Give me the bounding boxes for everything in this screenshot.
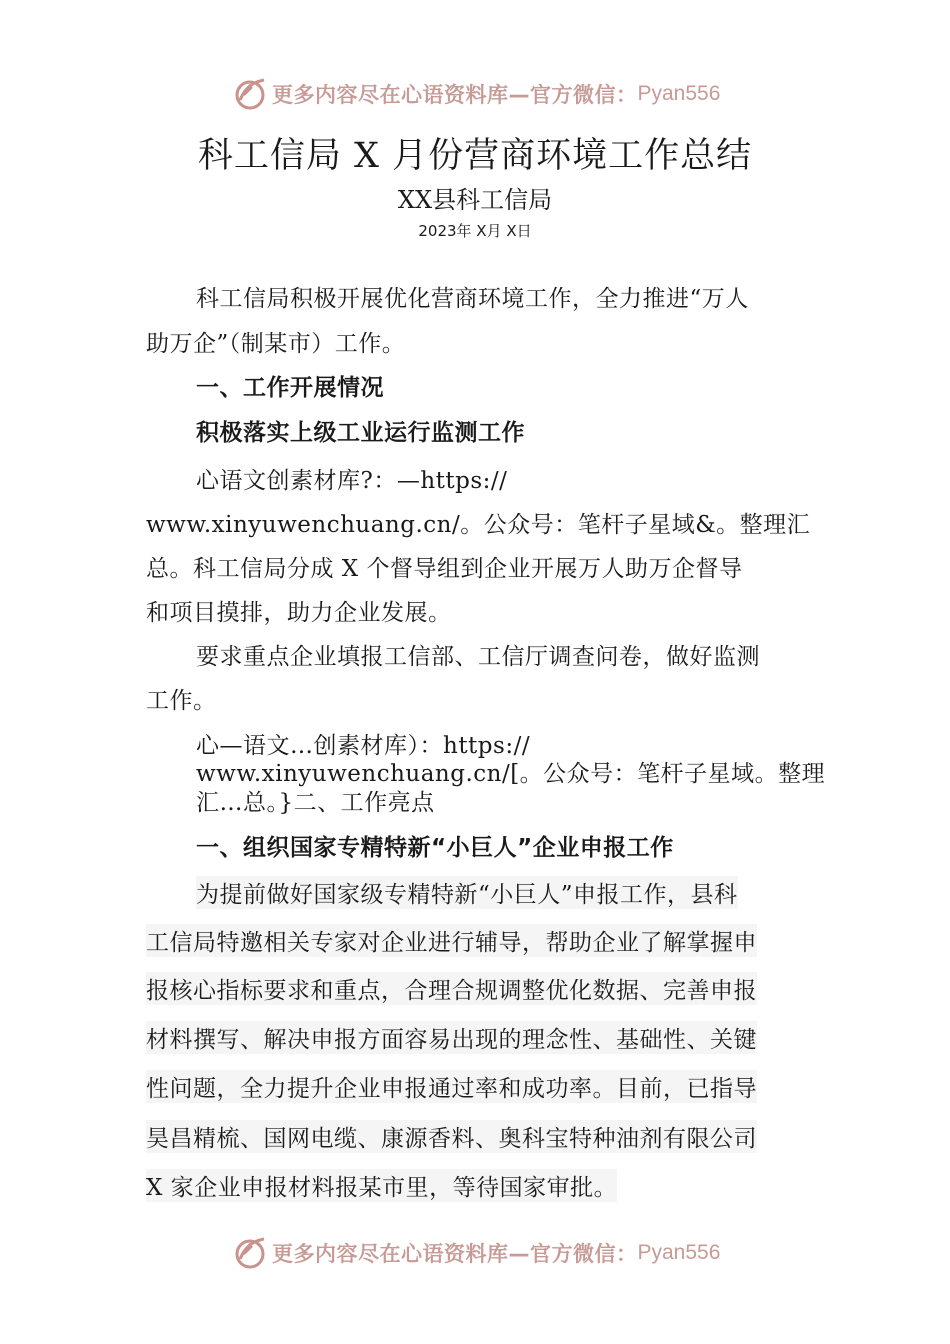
section-heading: 一、组织国家专精特新“小巨人”企业申报工作 [196,835,674,861]
watermark-account: Pyan556 [637,82,721,105]
watermark-bottom [232,1233,720,1273]
watermark-text: 更多内容尽在心语资料库—官方微信： [272,83,638,107]
subsection-heading: 积极落实上级工业运行监测工作 [196,420,525,446]
brand-logo-icon [232,76,268,112]
paragraph-line: 心—语文…创素材库）：https:// [196,733,531,759]
paragraph-line: 和项目摸排，助力企业发展。 [146,600,452,626]
paragraph-line: 总。科工信局分成 X 个督导组到企业开展万人助万企督导 [146,556,743,582]
paragraph-line: 工作。 [146,688,217,714]
paragraph-line: 材料撰写、解决申报方面容易出现的理念性、基础性、关键 [146,1021,757,1054]
paragraph-line: 科工信局积极开展优化营商环境工作，全力推进“万人 [196,286,749,312]
paragraph-line: 工信局特邀相关专家对企业进行辅导，帮助企业了解掌握申 [146,924,757,957]
paragraph-line: X 家企业申报材料报某市里，等待国家审批。 [146,1169,617,1202]
section-heading: 一、工作开展情况 [196,375,384,401]
paragraph-line: 助万企”（制某市）工作。 [146,331,406,357]
watermark-top [232,74,720,114]
paragraph-line: 为提前做好国家级专精特新“小巨人”申报工作，县科 [196,876,738,909]
brand-logo-icon [232,1235,268,1271]
paragraph-line: 报核心指标要求和重点，合理合规调整优化数据、完善申报 [146,972,757,1005]
paragraph-line: 昊昌精梳、国网电缆、康源香料、奥科宝特种油剂有限公司 [146,1120,757,1153]
paragraph-line: 汇…总。}二、工作亮点 [196,790,435,816]
paragraph-line: www.xinyuwenchuang.cn/。公众号：笔杆子星域&。整理汇 [146,512,811,538]
paragraph-line: 心语文创素材库?：—https:// [196,468,508,494]
paragraph-line: www.xinyuwenchuang.cn/[。公众号：笔杆子星域。整理 [196,761,826,787]
watermark-account: Pyan556 [637,1241,721,1264]
paragraph-line: 要求重点企业填报工信部、工信厅调查问卷，做好监测 [196,644,760,670]
date: 2023年 X月 X日 [418,222,532,240]
page-title: 科工信局 X 月份营商环境工作总结 [197,136,753,176]
watermark-text: 更多内容尽在心语资料库—官方微信： [272,1242,638,1266]
author: XX县科工信局 [397,186,553,214]
paragraph-line: 性问题，全力提升企业申报通过率和成功率。目前，已指导 [146,1070,757,1103]
